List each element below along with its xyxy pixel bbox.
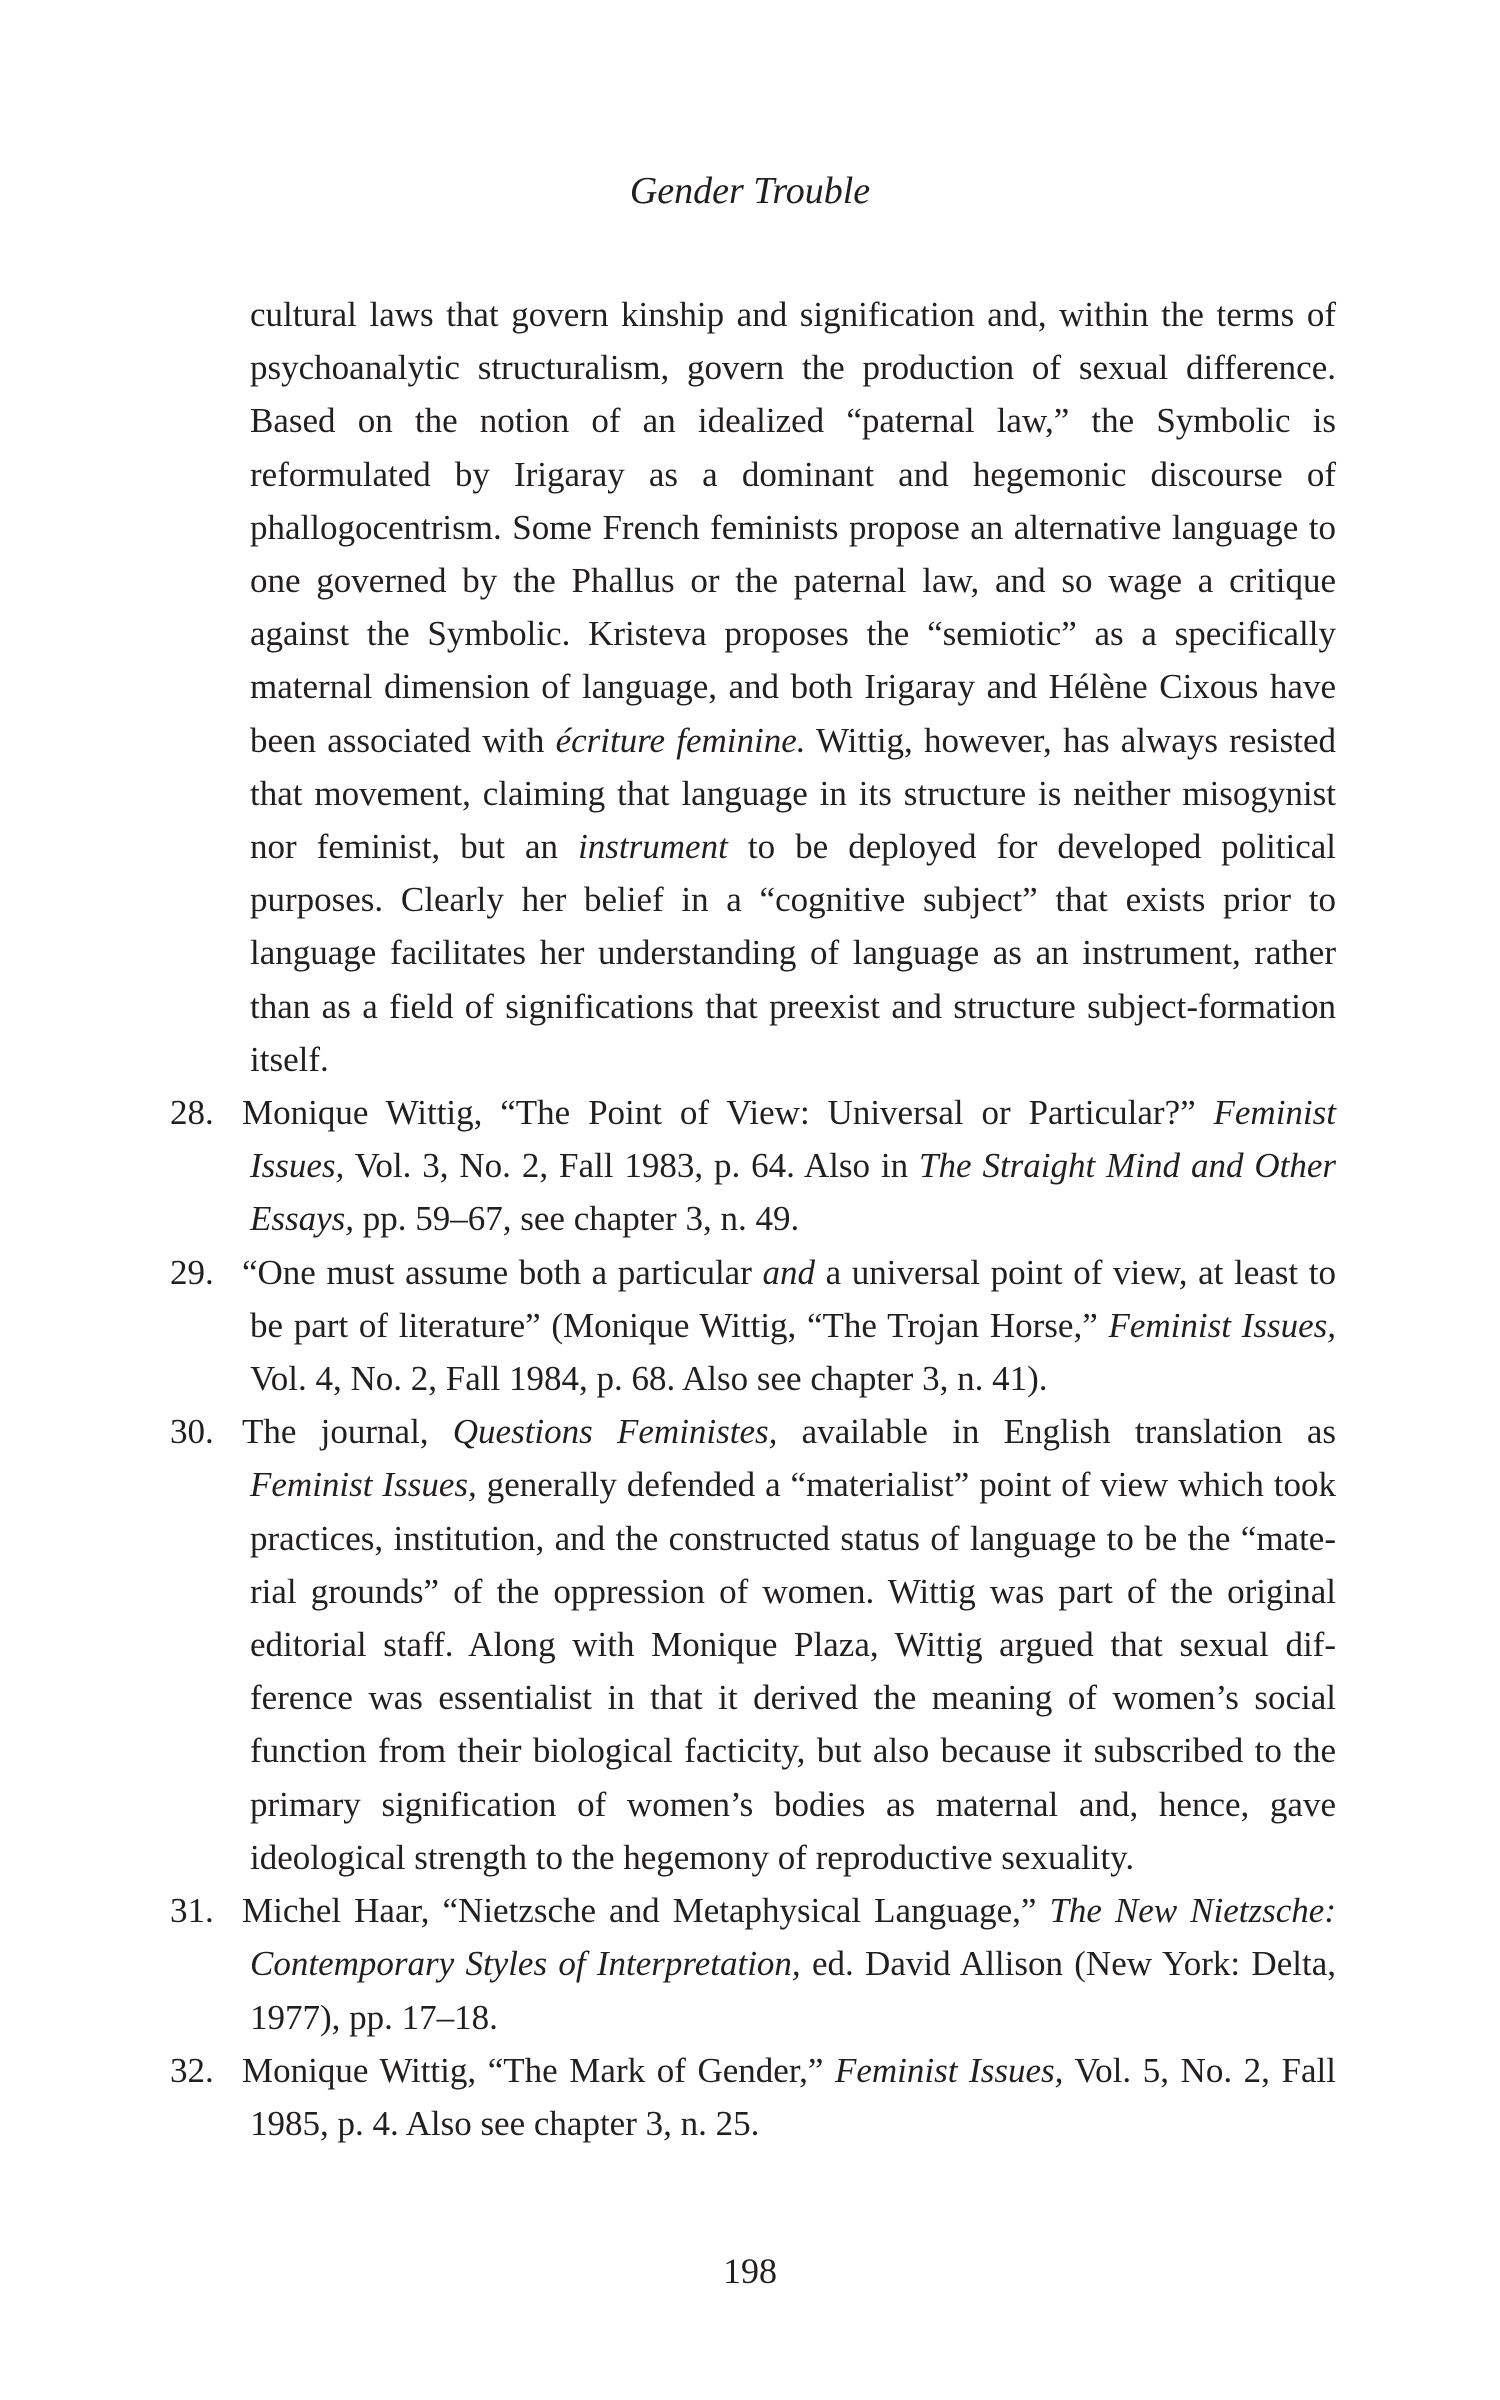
text-run: to be deployed for developed political purposes. Clearly her belief in a “cognitive subject” that exists prior to language facilitates her understanding of language as an instrument, rather than as a field of significations that preexist and structure subject-formation itself. (250, 827, 1336, 1079)
italic-title: The Straight Mind and Other Essays, (250, 1146, 1337, 1239)
italic-title: Feminist Issues, (1108, 1305, 1336, 1345)
note-30 (170, 1405, 1336, 1884)
note-number: 32. (170, 2050, 214, 2090)
note-28 (170, 1086, 1337, 1246)
page-number: 198 (723, 2251, 777, 2291)
note-number: 29. (170, 1252, 214, 1292)
text-run: Wittig, however, has always resisted that movement, claiming that language in its structure is neither misogynist nor feminist, but an (250, 720, 1337, 867)
note-31 (170, 1884, 1336, 2044)
italic-term: écriture feminine. (555, 720, 806, 760)
text-run: Vol. 4, No. 2, Fall 1984, p. 68. Also see chapter 3, n. 41). (250, 1359, 1048, 1399)
note-number: 30. (170, 1412, 214, 1452)
text-run: cultural laws that govern kinship and signification and, within the terms of psychoanalytic structuralism, govern the production of sexual difference. Based on the notion of an idealized “paternal law,” the Symbolic is reformulated by Irigaray as a dominant and hegemonic discourse of phallogocentrism. Some French feminists propose an alternative language to one governed by the Phallus or the paternal law, and so wage a critique against the Symbolic. Kristeva proposes the “semiotic” as a specifically maternal dimension of language, and both Irigaray and Hélène Cixous have been associated with (250, 295, 1336, 760)
text-run: pp. 59–67, see chapter 3, n. 49. (354, 1199, 800, 1239)
endnotes-text (170, 288, 1337, 2150)
italic-title: Feminist Issues, (250, 1465, 477, 1505)
text-run: Monique Wittig, “The Point of View: Universal or Particular?” (242, 1093, 1214, 1133)
text-run: a universal point of view, at least to be part of literature” (Monique Wittig, “The Trojan Horse,” (250, 1252, 1336, 1345)
note-32 (170, 2044, 1336, 2150)
italic-title: Feminist Issues, (250, 1093, 1336, 1186)
running-head: Gender Trouble (629, 170, 871, 212)
note-29 (170, 1246, 1336, 1406)
italic-title: Feminist Issues, (834, 2050, 1064, 2090)
italic-term: instrument (578, 827, 728, 867)
note-27-continuation (250, 288, 1336, 1086)
text-run: Vol. 3, No. 2, Fall 1983, p. 64. Also in (344, 1146, 920, 1186)
text-run: “One must assume both a particular (242, 1252, 763, 1292)
text-run: Monique Wittig, “The Mark of Gender,” (242, 2050, 835, 2090)
text-run: The journal, (242, 1412, 453, 1452)
text-run: Vol. 5, No. 2, Fall 1985, p. 4. Also see chapter 3, n. 25. (250, 2050, 1336, 2143)
italic-title: The New Nietzsche: Contemporary Styles of Interpretation, (250, 1891, 1336, 1984)
text-run: Michel Haar, “Nietzsche and Metaphysical Language,” (242, 1891, 1050, 1931)
note-number: 31. (170, 1891, 214, 1931)
text-run: generally defended a “materialist” point of view which took practices, institution, and the constructed status of language to be the “material grounds” of the oppression of women. Wittig was part of the original editorial staff. Along with Monique Plaza, Wittig argued that sexual difference was essentialist in that it derived the meaning of women’s social function from their biological facticity, but also because it subscribed to the primary signification of women’s bodies as maternal and, hence, gave ideological strength to the hegemony of reproductive sexuality. (250, 1465, 1336, 1877)
italic-title: Questions Feministes, (452, 1412, 778, 1452)
italic-term: and (762, 1252, 815, 1292)
text-run: available in English translation as (777, 1412, 1336, 1452)
text-run: ed. David Allison (New York: Delta, 1977), pp. 17–18. (250, 1944, 1336, 2037)
note-number: 28. (170, 1093, 214, 1133)
